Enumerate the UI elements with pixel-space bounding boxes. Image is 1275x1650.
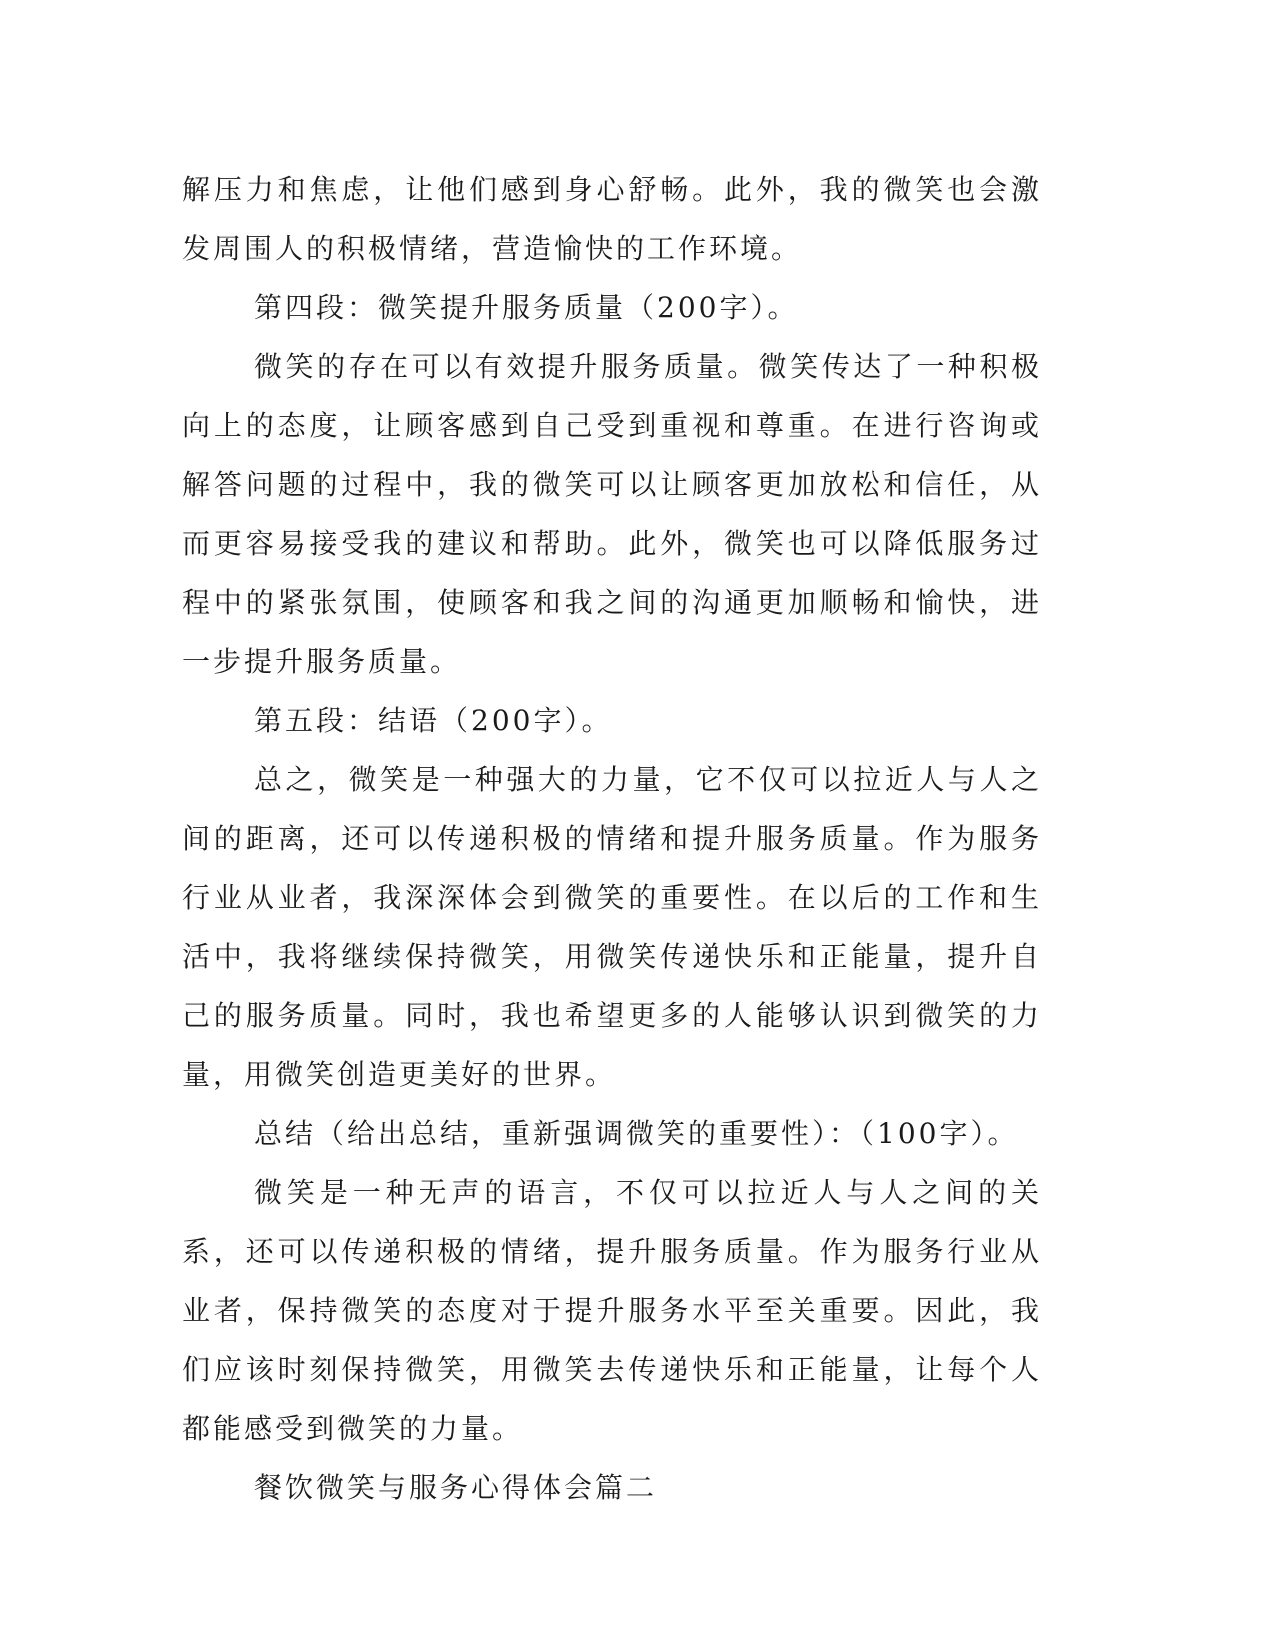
document-body [182,160,1042,1517]
article-two-title: 餐饮微笑与服务心得体会篇二 [254,1471,658,1504]
summary-heading: 总结（给出总结，重新强调微笑的重要性）：（100字）。 [254,1117,1019,1150]
paragraph-conclusion: 总之，微笑是一种强大的力量，它不仅可以拉近人与人之间的距离，还可以传递积极的情绪和提升服务质量。作为服务行业从业者，我深深体会到微笑的重要性。在以后的工作和生活中，我将继续保持微笑，用微笑传递快乐和正能量，提升自己的服务质量。同时，我也希望更多的人能够认识到微笑的力量，用微笑创造更美好的世界。 [182,763,1042,1091]
section-heading-4: 第四段：微笑提升服务质量（200字）。 [254,291,799,324]
paragraph-continuation: 解压力和焦虑，让他们感到身心舒畅。此外，我的微笑也会激发周围人的积极情绪，营造愉快的工作环境。 [182,173,1042,265]
paragraph-summary: 微笑是一种无声的语言，不仅可以拉近人与人之间的关系，还可以传递积极的情绪，提升服务质量。作为服务行业从业者，保持微笑的态度对于提升服务水平至关重要。因此，我们应该时刻保持微笑，用微笑去传递快乐和正能量，让每个人都能感受到微笑的力量。 [182,1176,1042,1445]
paragraph-service-quality: 微笑的存在可以有效提升服务质量。微笑传达了一种积极向上的态度，让顾客感到自己受到重视和尊重。在进行咨询或解答问题的过程中，我的微笑可以让顾客更加放松和信任，从而更容易接受我的建议和帮助。此外，微笑也可以降低服务过程中的紧张氛围，使顾客和我之间的沟通更加顺畅和愉快，进一步提升服务质量。 [182,350,1042,678]
section-heading-5: 第五段：结语（200字）。 [254,704,613,737]
